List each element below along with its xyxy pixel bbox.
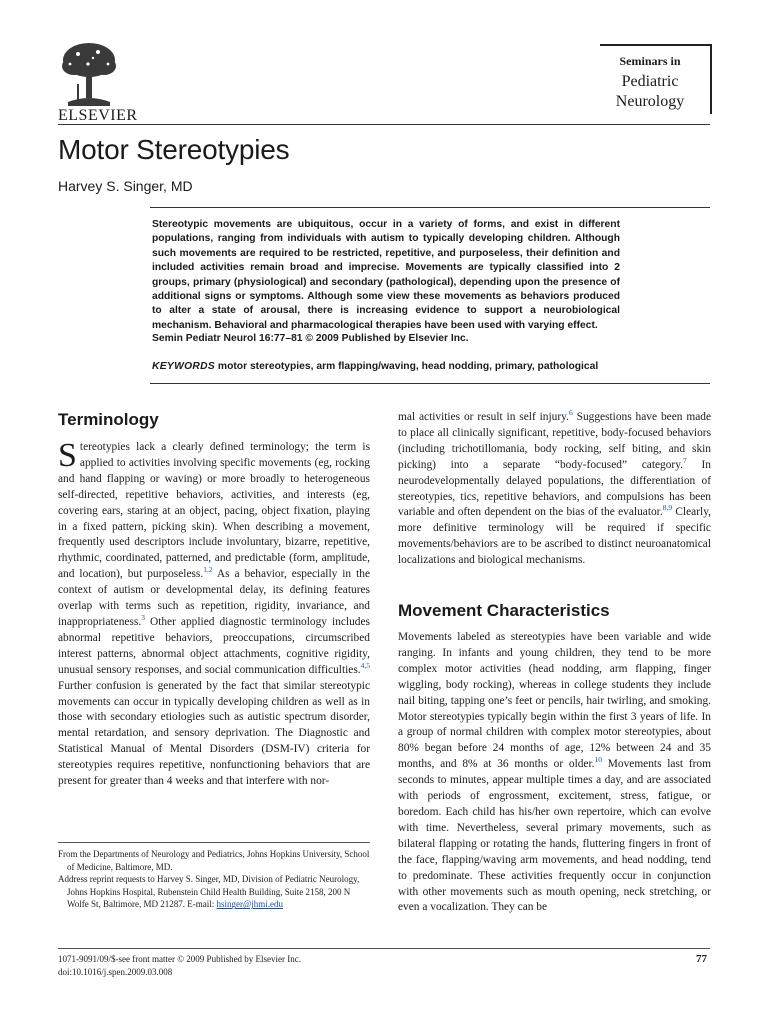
header-rule xyxy=(58,124,710,125)
keywords-line xyxy=(152,361,598,372)
reference-link[interactable]: 10 xyxy=(594,755,602,765)
doi-line: doi:10.1016/j.spen.2009.03.008 xyxy=(58,966,173,977)
reprint-address-note xyxy=(58,873,370,911)
section-heading-terminology: Terminology xyxy=(58,410,159,429)
publisher-name: ELSEVIER xyxy=(58,107,138,124)
reference-link[interactable]: 4,5 xyxy=(360,660,370,670)
text-run: Movements last from seconds to minutes, appear multiple times a day, and are associated with periods of engrossment, excitement, stress, fatigue, or boredom. Each child has his/her own repertoire, which can evolve with time. Nevertheless, several primary movements, such as bilateral flapping or rotating the hands, fluttering fingers in front of the face, flapping/waving arm movements, and head nodding, tend to predominate. These activities frequently occur in conjunction with other movements such as mouth opening, neck stretching, or even a vocalization. They can be xyxy=(398,758,711,914)
text-run: Suggestions have been made to place all clinically significant, repetitive, body-focused behaviors (including trichotillomania, body rocking, self biting, and skin picking) into a separate “body-focused” category. xyxy=(398,411,712,471)
author-name: Harvey S. Singer, MD xyxy=(58,178,193,194)
keywords-list: motor stereotypies, arm flapping/waving, head nodding, primary, pathological xyxy=(217,361,599,372)
text-run: tereotypies lack a clearly defined terminology; the term is applied to activities involving specific movements (eg, rocking and hand flapping or waving) or more broadly to heterogeneous self-directed, repetitive behaviors, activities, and interests (eg, covering ears, staring at an object, pacing, object fixation, playing in a fixed pattern, picking skin). When describing a movement, frequently used descriptors include involuntary, bizarre, repetitive, rhythmic, coordinated, patterned, and predictable (form, amplitude, and location), but purposeless. xyxy=(58,441,370,581)
issn-line: 1071-9091/09/$-see front matter © 2009 Published by Elsevier Inc. xyxy=(58,954,302,964)
text-run: Clearly, more definitive terminology will be required if specific movements/behaviors are to be ascribed to distinct neuroanatomical localizations and biological mechanisms. xyxy=(398,506,711,567)
footnotes xyxy=(58,848,370,911)
journal-title-box xyxy=(600,44,712,114)
footer-rule xyxy=(58,948,710,949)
text-run: As a behavior, especially in the context of autism or developmental delay, its defining features overlap with terms such as repetition, rigidity, invariance, and inappropriateness. xyxy=(58,568,370,628)
terminology-continued-paragraph xyxy=(398,410,711,569)
text-run: In neurodevelopmentally delayed populations, the differentiation of stereotypies, tics, repetitive behaviors, and compulsions has been variable and often dependent on the bias of the evaluator. xyxy=(398,458,711,519)
journal-series-label: Seminars in xyxy=(619,54,681,68)
text-run: Movements labeled as stereotypies have been variable and wide ranging. In infants and young children, they tend to be more complex motor activities (head nodding, arm flapping, finger wiggling, body rocking), whereas in college students they include nail biting, tapping one’s feet or pencils, hair twirling, and smoking. Motor stereotypies typically begin within the first 3 years of life. In a group of normal children with complex motor stereotypies, about 80% began before 24 months of age, 12% between 24 and 35 months, and 8% at 36 months or older. xyxy=(398,631,711,771)
journal-name: Pediatric Neurology xyxy=(615,73,685,110)
text-run: mal activities or result in self injury. xyxy=(398,411,569,423)
elsevier-tree-logo xyxy=(58,40,120,108)
footnote-rule xyxy=(58,842,370,843)
abstract: Stereotypic movements are ubiquitous, occur in a variety of forms, and exist in different populations, ranging from individuals with autism to typically developing children. Although such movements are required to be restricted, repetitive, and purposeless, their definition and included activities remain broad and imprecise. Movements are typically classified into 2 groups, primary (physiological) and secondary (pathological), depending upon the presence of additional signs or symptoms. Although some view these movements as behaviors produced to alter a state of arousal, there is increasing evidence to support a neurobiological mechanism. Behavioral and pharmacological therapies have been used with varying effect. xyxy=(152,219,620,331)
reference-link[interactable]: 6 xyxy=(568,408,573,418)
section-heading-movement-characteristics: Movement Characteristics xyxy=(398,601,610,620)
address-text: Address reprint requests to Harvey S. Singer, MD, Division of Pediatric Neurology, Johns Hopkins Hospital, Rubenstein Child Health Building, Suite 2158, 200 N Wolfe St, Baltimore, MD 21287. E-mail: xyxy=(58,874,360,910)
text-run: Further confusion is generated by the fact that similar stereotypic movements can occur in typically developing children as well as in those with secondary etiologies such as autistic spectrum disorder, mental retardation, and sensory deprivation. The Diagnostic and Statistical Manual of Mental Disorders (DSM-IV) criteria for stereotypies requires repetitive, nonfunctioning behaviors that are present for greater than 4 weeks and that interfere with nor- xyxy=(58,679,370,788)
front-matter-info xyxy=(58,953,301,978)
keywords-bottom-rule xyxy=(150,383,710,384)
text-run: Other applied diagnostic terminology includes abnormal repetitive behaviors, preoccupations, circumscribed interest patterns, abnormal object attachments, cognitive rigidity, unusual sensory responses, and social communication difficulties. xyxy=(58,615,370,676)
terminology-paragraph xyxy=(58,437,370,790)
keywords-label: KEYWORDS xyxy=(152,361,216,372)
drop-cap: S xyxy=(58,437,77,474)
affiliation-note: From the Departments of Neurology and Pediatrics, Johns Hopkins University, School of Medicine, Baltimore, MD. xyxy=(58,849,370,872)
reference-link[interactable]: 1,2 xyxy=(203,565,213,575)
article-title: Motor Stereotypies xyxy=(58,134,290,165)
author-email-link[interactable]: hsinger@jhmi.edu xyxy=(216,899,284,910)
citation-line: Semin Pediatr Neurol 16:77–81 © 2009 Published by Elsevier Inc. xyxy=(152,333,469,344)
reference-link[interactable]: 8,9 xyxy=(662,503,673,513)
page-number: 77 xyxy=(696,953,707,965)
movement-paragraph xyxy=(398,630,711,916)
reference-link[interactable]: 7 xyxy=(683,455,687,465)
abstract-top-rule xyxy=(150,207,710,208)
reference-link[interactable]: 3 xyxy=(141,613,145,623)
